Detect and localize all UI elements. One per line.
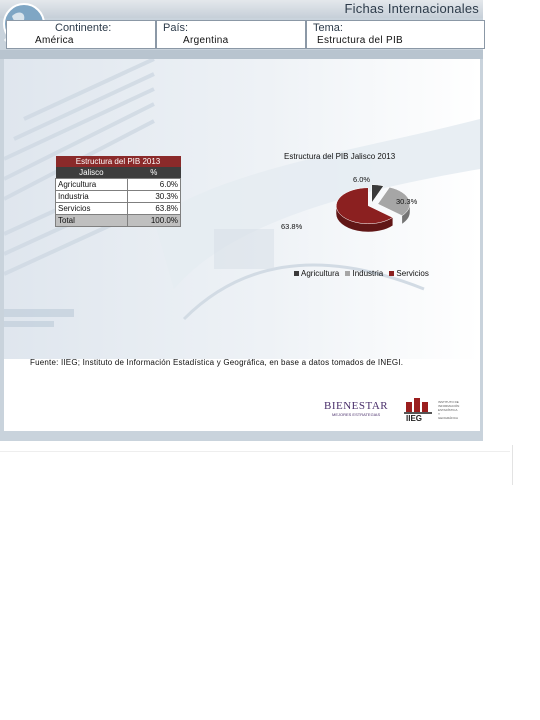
iieg-logo-sub: GEOGRÁFICA xyxy=(438,416,459,420)
content-panel xyxy=(4,59,480,431)
iieg-logo-sub: ESTADÍSTICA Y xyxy=(438,408,458,416)
topic-label: Tema: xyxy=(313,22,343,34)
brand-title: Fichas Internacionales xyxy=(344,1,479,16)
row-value: 63.8% xyxy=(127,203,180,215)
pie-data-label: 63.8% xyxy=(281,222,303,231)
chart-legend xyxy=(294,269,433,278)
row-value: 30.3% xyxy=(127,191,180,203)
continent-box xyxy=(6,20,156,49)
chart-title: Estructura del PIB Jalisco 2013 xyxy=(284,152,396,161)
country-label: País: xyxy=(163,22,189,34)
iieg-logo-text: IIEG xyxy=(406,414,423,423)
divider-line xyxy=(512,445,513,485)
pie-data-label: 6.0% xyxy=(353,175,371,184)
bienestar-logo-text: BIENESTAR xyxy=(324,400,389,412)
row-label: Servicios xyxy=(56,203,128,215)
legend-label: Servicios xyxy=(396,269,429,278)
source-note: Fuente: IIEG; Instituto de Información Estadística y Geográfica, en base a datos tomados de INEGI. xyxy=(30,358,404,367)
topic-value: Estructura del PIB xyxy=(317,35,403,46)
bienestar-logo xyxy=(324,400,388,417)
total-label: Total xyxy=(56,215,128,227)
pie-data-label: 30.3% xyxy=(396,197,418,206)
iieg-logo xyxy=(404,394,460,427)
row-label: Agricultura xyxy=(56,179,128,191)
table-total-row xyxy=(56,215,181,227)
legend-swatch xyxy=(345,271,350,276)
iieg-logo-sub: INSTITUTO DE xyxy=(438,400,459,404)
table-row xyxy=(56,191,181,203)
table-row xyxy=(56,179,181,191)
row-value: 6.0% xyxy=(127,179,180,191)
legend-label: Agricultura xyxy=(301,269,340,278)
table-col-percent: % xyxy=(127,167,180,179)
continent-label: Continente: xyxy=(55,22,112,34)
legend-swatch xyxy=(294,271,299,276)
country-value: Argentina xyxy=(183,35,229,46)
legend-swatch xyxy=(389,271,394,276)
table-caption: Estructura del PIB 2013 xyxy=(56,156,181,167)
legend-item xyxy=(294,269,339,278)
pib-table xyxy=(55,156,181,227)
legend-item xyxy=(389,269,428,278)
total-value: 100.0% xyxy=(127,215,180,227)
legend-item xyxy=(345,269,383,278)
iieg-logo-sub: INFORMACIÓN xyxy=(438,404,460,408)
separator-band xyxy=(0,50,483,59)
table-col-jalisco: Jalisco xyxy=(56,167,128,179)
continent-value: América xyxy=(35,35,74,46)
legend-label: Industria xyxy=(352,269,384,278)
topic-box xyxy=(306,20,485,49)
country-box xyxy=(156,20,306,49)
bienestar-logo-sub: MEJORES ESTRATEGIAS xyxy=(331,412,381,417)
divider-line xyxy=(0,451,510,452)
pie-chart xyxy=(274,167,454,247)
table-row xyxy=(56,203,181,215)
row-label: Industria xyxy=(56,191,128,203)
top-bar xyxy=(0,0,483,18)
